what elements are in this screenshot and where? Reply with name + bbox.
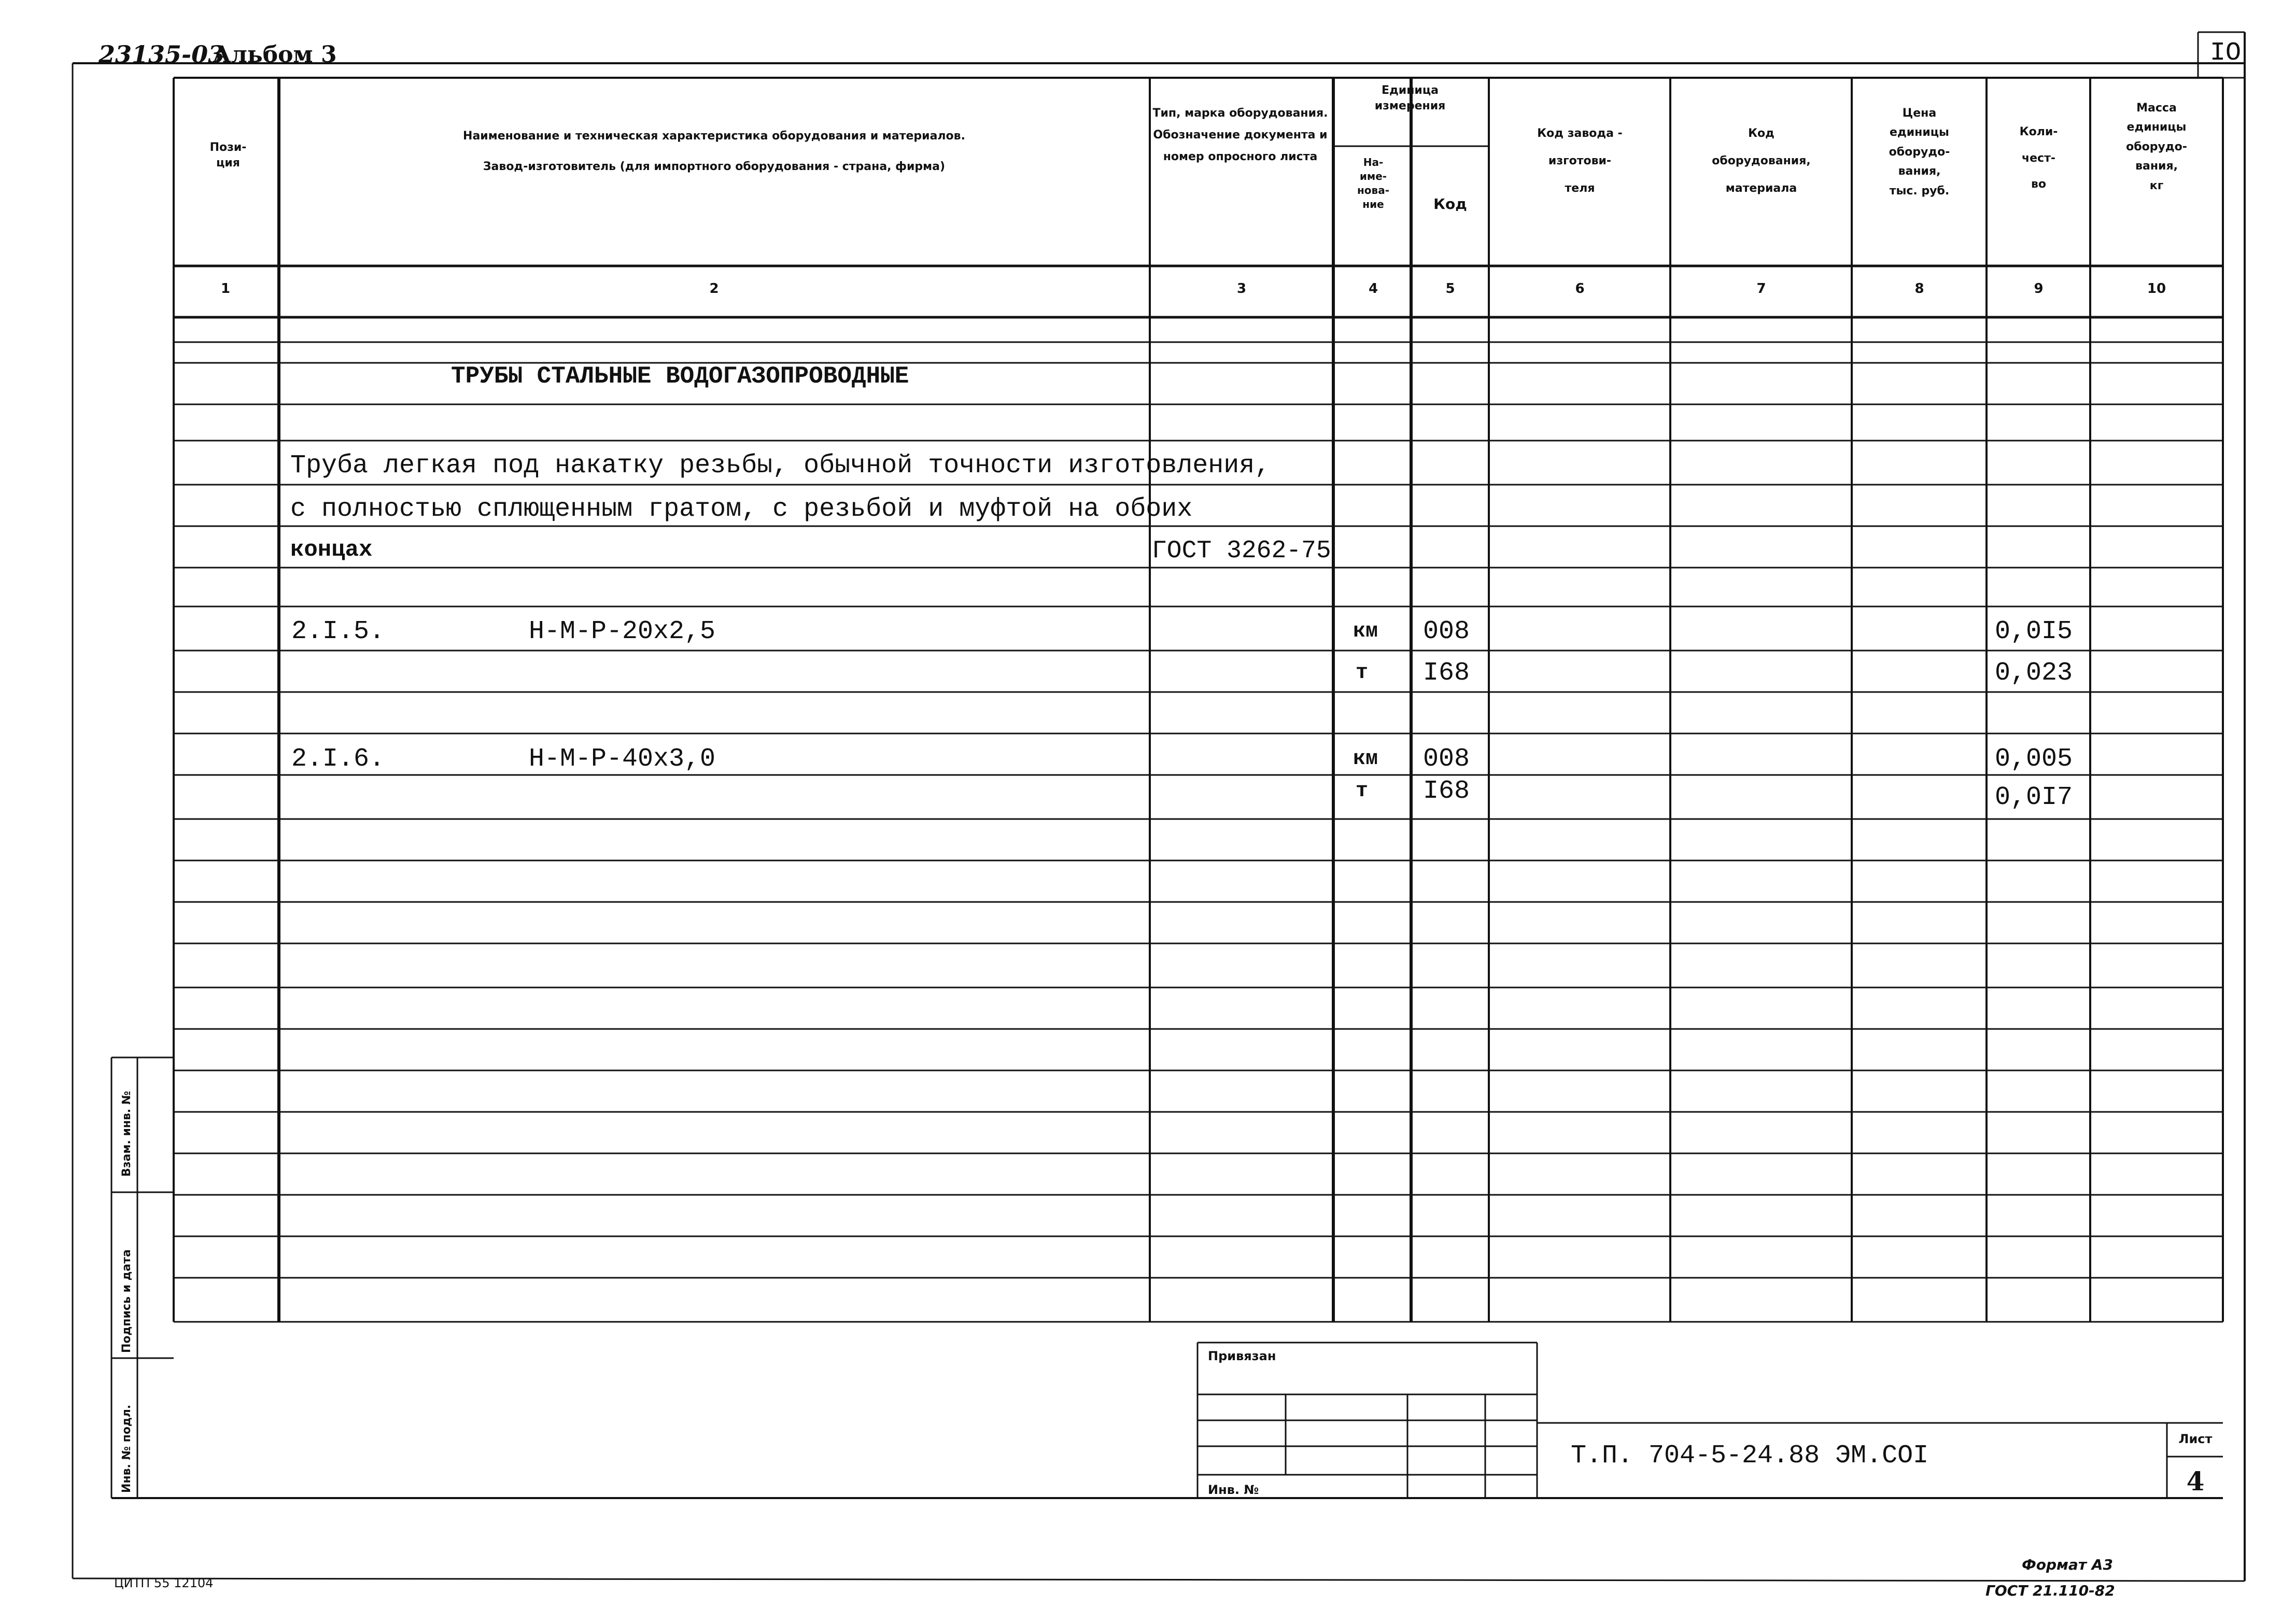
description-line-1: Труба легкая под накатку резьбы, обычной точности изготовления, bbox=[290, 451, 1271, 481]
col-num-2: 2 bbox=[709, 281, 719, 297]
item2-qty-1: 0,005 bbox=[1995, 744, 2073, 774]
item1-qty-1: 0,0I5 bbox=[1995, 617, 2073, 646]
header-unit: Единица измерения bbox=[1374, 84, 1446, 112]
item2-unit-2: т bbox=[1356, 780, 1369, 803]
col-num-10: 10 bbox=[2147, 281, 2166, 297]
gost-form-label: ГОСТ 21.110-82 bbox=[1985, 1582, 2115, 1599]
header-name: Наименование и техническая характеристика оборудования и материалов. Завод-изготовитель (для импортного оборудования - страна, фирма) bbox=[463, 130, 965, 174]
item2-code-1: 008 bbox=[1423, 744, 1470, 774]
section-title: ТРУБЫ СТАЛЬНЫЕ ВОДОГАЗОПРОВОДНЫЕ bbox=[451, 363, 909, 390]
album-label: Альбом 3 bbox=[213, 41, 337, 68]
header-unit-code: Код bbox=[1433, 195, 1467, 213]
header-position: Пози- ция bbox=[209, 141, 247, 170]
col-num-4: 4 bbox=[1368, 281, 1378, 297]
side-label-replaced-inv: Взам. инв. № bbox=[120, 1091, 133, 1177]
header-unit-name: На- име- нова- ние bbox=[1357, 156, 1389, 210]
stamp-inv-no: Инв. № bbox=[1208, 1483, 1259, 1497]
format-label: Формат А3 bbox=[2022, 1556, 2113, 1573]
header-plant-code: Код завода - изготови- теля bbox=[1537, 127, 1623, 195]
col-num-5: 5 bbox=[1445, 281, 1455, 297]
item1-qty-2: 0,023 bbox=[1995, 658, 2073, 688]
item2-name: Н-М-Р-40х3,0 bbox=[529, 744, 716, 774]
item2-unit-1: км bbox=[1353, 747, 1378, 771]
document-designation: Т.П. 704-5-24.88 ЭМ.СОI bbox=[1571, 1441, 1929, 1471]
gost-reference: ГОСТ 3262-75 bbox=[1152, 537, 1331, 565]
col-num-8: 8 bbox=[1914, 281, 1924, 297]
page-corner-number: IO bbox=[2209, 38, 2241, 68]
item1-unit-2: т bbox=[1356, 661, 1369, 685]
description-line-2: с полностью сплющенным гратом, с резьбой и муфтой на обоих bbox=[290, 495, 1193, 524]
item1-code-2: I68 bbox=[1423, 658, 1470, 688]
header-mass: Масса единицы оборудо- вания, кг bbox=[2126, 102, 2187, 192]
col-num-9: 9 bbox=[2034, 281, 2044, 297]
print-code: ЦИТП 55 12104 bbox=[114, 1576, 214, 1590]
item1-position: 2.I.5. bbox=[291, 617, 385, 646]
stamp-privyazan: Привязан bbox=[1208, 1349, 1276, 1363]
sheet-label: Лист bbox=[2178, 1432, 2213, 1446]
header-quantity: Коли- чест- во bbox=[2019, 125, 2058, 191]
description-line-3: концах bbox=[290, 537, 373, 563]
item2-qty-2: 0,0I7 bbox=[1995, 783, 2073, 812]
header-price: Цена единицы оборудо- вания, тыс. руб. bbox=[1889, 107, 1950, 197]
item2-position: 2.I.6. bbox=[291, 744, 385, 774]
side-label-signature-date: Подпись и дата bbox=[120, 1249, 133, 1353]
col-num-6: 6 bbox=[1575, 281, 1585, 297]
col-num-3: 3 bbox=[1236, 281, 1247, 297]
album-number: 23135-03 bbox=[98, 40, 225, 68]
item1-name: Н-М-Р-20х2,5 bbox=[529, 617, 716, 646]
item2-code-2: I68 bbox=[1423, 777, 1470, 806]
sheet-number: 4 bbox=[2186, 1466, 2205, 1497]
header-type: Тип, марка оборудования. Обозначение документа и номер опросного листа bbox=[1152, 107, 1328, 163]
col-num-1: 1 bbox=[220, 281, 231, 297]
frame-bottom bbox=[73, 1578, 2245, 1581]
item1-code-1: 008 bbox=[1423, 617, 1470, 646]
side-label-original-inv: Инв. № подл. bbox=[120, 1404, 133, 1493]
header-equipment-code: Код оборудования, материала bbox=[1712, 127, 1811, 195]
col-num-7: 7 bbox=[1756, 281, 1766, 297]
item1-unit-1: км bbox=[1353, 620, 1378, 643]
